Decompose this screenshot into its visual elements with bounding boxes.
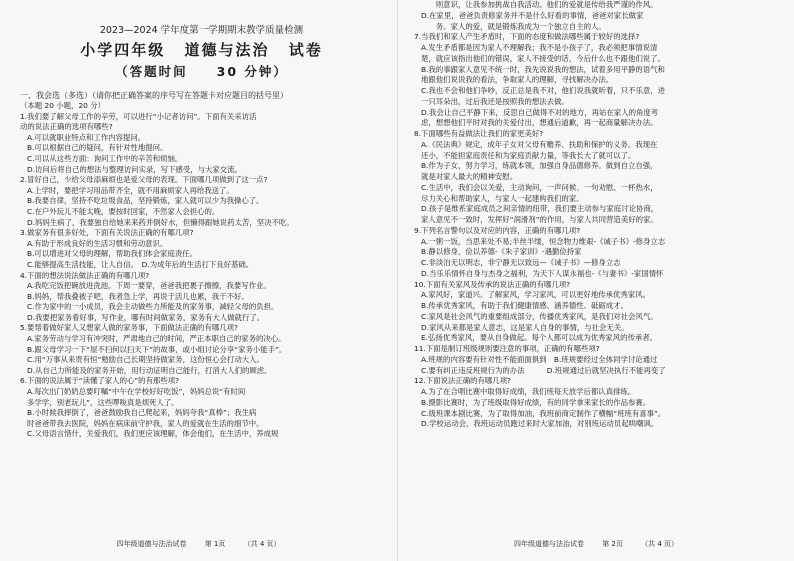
text-line: D.访问后将自己的想法与整理访问实录，写下感受，与大家交流。 xyxy=(27,164,242,174)
text-line: D.家风从来都是家人意志，这是家人自身的事情，与社会无关。 xyxy=(421,322,629,332)
footer-page: 第 2页 xyxy=(602,540,623,548)
page-2-footer xyxy=(398,539,794,549)
question-line: 11.下面是制订班级规则要注意的事项，正确的有哪些项? xyxy=(414,344,600,353)
text-line: D.学校运动会，我班运动员跑过来时大家加油，对别班运动员起哄嘲讽。 xyxy=(421,419,659,429)
text-line: 家人意见不一致时，发挥好“润滑剂”的作用，与家人共同营造美好的家。 xyxy=(421,215,658,224)
text-line: B.妈妈，帮我叠被子吧，我者急上学，再说于活儿也累，我干不好。 xyxy=(27,291,249,301)
text-line: D.我要把家务看好事，写作业，哪有时间做家务，家务有大人做就行了。 xyxy=(27,312,265,322)
text-line: 就是对家人最大的精神安慰。 xyxy=(421,172,518,181)
text-line: 多学学，别老玩儿”，这些啰唆真是烦死人了。 xyxy=(27,397,179,407)
text-line: 楚，就应该指出他们的错误，家人不接受的话，今后什么也不跟他们说了。 xyxy=(421,53,665,63)
text-line: A.为了在合唱比赛中取得好成绩，我们班每天放学后都认真排练。 xyxy=(421,387,636,396)
text-line: A.发生矛盾都是因为家人不理解我；我不是小孩子了，我必须把事情说清 xyxy=(421,43,658,52)
text-line: A.上学时，要把学习用品带齐全，就不用麻烦家人再给我送了。 xyxy=(27,185,234,195)
text-line: C.我也不会和他们争吵，反正总是我不对，他们说我就听着，只不乐意，进 xyxy=(421,86,666,95)
text-line: 务。家人的爱，就是锻炼我成为一个独立自主的人。 xyxy=(421,21,606,31)
footer-total: （共 4 页） xyxy=(641,540,679,548)
text-line: D.在家里，爸爸负责修家务并不是什么好看的事情，爸爸对家长做家 xyxy=(421,10,644,20)
text-line: B.我的事跟家人意见不统一时，我先说说我的想法，试着多用平静的语气和 xyxy=(421,64,665,74)
exam-grade: 小学四年级 xyxy=(80,41,166,59)
text-line: B.我要自律，坚持不吃垃圾食品，坚持锻炼，家人就可以少为我操心了。 xyxy=(27,196,264,206)
page-2-content xyxy=(414,0,782,430)
text-line: 虑，想想他们平时对我的关爱付出，想通后道歉，再一起商量解决办法。 xyxy=(421,118,658,128)
text-line: C.级班课本剧比赛，为了取得加油，我班前商定制作了横幅“班班有喜事”。 xyxy=(421,408,666,418)
question-line: 7.当我们和家人产生矛盾时，下面的态度和做法哪些属于较好的选择? xyxy=(414,32,640,42)
text-line: C.父母语言惜什，关爱我们，我们更应该理解，体会他们，在生活中，养成规 xyxy=(27,429,279,439)
text-line: C.可以从这些方面：询问工作中的辛苦和烦恼。 xyxy=(27,153,183,163)
text-line: C.非淡泊无以明志，非宁静无以致远—《诫子书》—修身立志 xyxy=(421,258,621,267)
text-line: B.静以修身，俭以养德-《朱子家训》-遇勤俭持家 xyxy=(421,247,582,257)
text-line: E.弘扬优秀家风，要从自身做起。每个人都可以成为优秀家风的传承者。 xyxy=(421,333,658,343)
text-line: A.每次出门奶奶总要叮嘱“中午在学校好好吃饭”，妈妈总说“有时间 xyxy=(27,387,246,397)
text-line: 尽力关心和帮助家人，与家人一起建构我们的家。 xyxy=(421,193,584,203)
text-line: 地跟他们说说我的看法，争取家人的理解，寻找解决办法。 xyxy=(421,75,614,85)
text-line: C.能够提高生活技能，让人自信。 D.为成年后的生活打下良好基础。 xyxy=(27,259,254,269)
page-1-content xyxy=(20,90,383,440)
question-line: 8.下面哪些有益做法让我们的家更美好? xyxy=(414,129,544,138)
text-line: C.要有纠正违反班规行为的办法 D.班规通过后就坚决执行不能再变了 xyxy=(421,365,666,375)
exam-time: （答题时间 30 分钟） xyxy=(115,64,288,79)
text-line: B.跟父母学习一下“屋不扫何以扫天下”的故事，或小组讨论分享“家务小能手”。 xyxy=(27,344,287,354)
section-heading: 一、我会选（多选）（请你把正确答案的序号写在答题卡对应题目的括号里） xyxy=(20,91,288,100)
footer-total: （共 4 页） xyxy=(243,540,281,548)
text-line: B.可以根据自己的疑问，有针对性地提问。 xyxy=(27,143,168,153)
text-line: 一只耳朵出，过后我还是按照我的想法去做。 xyxy=(421,96,569,106)
text-line: B.可以增进对父母的理解，帮助我们体会家庭责任。 xyxy=(27,249,198,259)
question-line: 2.冒好自己，少给父母添麻烦也是爱父母的表现。下面哪几项做到了这一点? xyxy=(20,175,268,185)
question-line: 6.下面的说法属于“读懂了家人的心”的有那些项? xyxy=(20,376,180,386)
text-line: A.班规的内容要有针对性不能面面俱到 B.班规要经过全体同学讨论通过 xyxy=(421,354,658,364)
text-line: A.我吃完饭把碗放进洗池。下周一要穿，爸爸我把裹子擦擦，我要写作业。 xyxy=(27,281,271,291)
text-line: D.当乐乐情怀自身与杰身之福利，为天下人谋永福也-《与妻书》-家国情怀 xyxy=(421,268,664,278)
text-line: C.用“万事从来贵有恒”勉励自己长期坚持做家务，这份恒心会打动大人。 xyxy=(27,355,264,365)
text-line: 还小，不能担家庭责任和为家庭贡献力量，等我长大了就可以了。 xyxy=(421,150,636,160)
exam-page-2 xyxy=(397,0,794,561)
text-line: A.家风好，家道兴。了解家风，学习家风，可以更好地传承优秀家风。 xyxy=(421,290,650,300)
text-line: B.摄影比赛时，为了班级取得好成绩，有的同学拿来家长的作品参赛。 xyxy=(421,397,651,407)
text-line: C.作为家中的一小成员，我会主动做些力所能及的家务事，减轻父母的负担。 xyxy=(27,302,279,312)
question-line: 9.下列名言警句以及对应的内容，正确的有哪几项? xyxy=(414,225,581,235)
question-line: 3.做家务有很多好处，下面有关说法正确的有哪几项? xyxy=(20,228,194,238)
question-line: 12.下面说法正确的有哪几项? xyxy=(414,376,511,386)
page-1-footer xyxy=(0,539,397,549)
exam-year: 2023—2024 学年度第一学期期末教学质量检测 xyxy=(99,25,304,36)
exam-subject: 道德与法治 xyxy=(184,41,270,59)
question-line: 10.下面有关家风及传承的说法正确的有哪几项? xyxy=(414,279,571,289)
question-line: 5.要帮着做好家人又想家人做的家务事，下面做法正确的有哪几项? xyxy=(20,323,238,333)
footer-label: 四年级道德与法治试卷 xyxy=(513,540,584,548)
text-line: B.作为子女，努力学习，练就本领，加强自身品德修养。做到自立自强， xyxy=(421,161,658,171)
text-line: B.传承优秀家风，有助于我们健康情感、涵养德性、砥砺成才。 xyxy=(421,301,628,310)
text-line: （本题 20 小题，20 分） xyxy=(20,101,105,110)
text-line: D.妈妈生病了，我要独自给她来来药并倒好水，但懒得跟她说药太苦，坚决不吃。 xyxy=(27,217,294,227)
footer-label: 四年级道德与法治试卷 xyxy=(116,540,187,548)
text-line: D.从自己力所能及的家务开始，用行动证明自己能行，打消大人们的顾虑。 xyxy=(27,365,272,375)
text-line: C.家风是社会风气的重要组成部分，传播优秀家风，是我们对社会风气。 xyxy=(421,311,658,321)
text-line: A.有助于形成良好的生活习惯和劳动意识。 xyxy=(27,238,168,248)
text-line: A.《民法典》规定，成年子女对父母有赡养、扶助和保护的义务。我现在 xyxy=(421,139,658,149)
question-line: 1.我们要了解父母工作的辛劳，可以进行“小记者访问”。下面有关采访活 xyxy=(20,111,257,121)
text-line: D.孩子是维系家庭成员之间亲情的纽带，我们要主动参与家庭讨论协商， xyxy=(421,204,659,214)
text-line: 则意识，让我参加挑战自我活动。他们的爱就是传给我严谨的作风。 xyxy=(421,0,658,9)
text-line: D.我会让自己平静下来，反思自己做得不对的地方，再站在家人的角度考 xyxy=(421,107,659,117)
text-line: C.生活中，我们会以关爱，主动询问，一声问候、一句劝慰、一杯热水， xyxy=(421,182,658,192)
text-line: B.小时候我摔倒了，爸爸鼓励我自己爬起来，妈妈夸我“真棒”；我生病 xyxy=(27,408,257,418)
text-line: 时爸爸带我去医院，妈妈在病床前守护我，家人的爱就在生活的细节中。 xyxy=(27,418,264,428)
exam-title xyxy=(20,40,383,60)
footer-page: 第 1页 xyxy=(204,540,226,548)
question-line: 4.下面的想法说法做法正确的有哪几项? xyxy=(20,270,150,280)
question-line: 动的说法正确的选项有哪些? xyxy=(20,122,113,132)
exam-paper: 试卷 xyxy=(288,41,323,59)
text-line: A.可以就职业特点和工作内容提问。 xyxy=(27,132,146,142)
text-line: A.家务劳动与学习有冲突时，严肃地自己的时间，严正本职自己的家务的决心。 xyxy=(27,334,286,344)
text-line: C.在户外玩儿不能太晚，要按时回家，不然家人会担心的。 xyxy=(27,206,220,216)
text-line: A.一粥一饭，当思来处不易;半丝半缕，恒念物力维艰-《诫子书》-修身立志 xyxy=(421,236,666,246)
